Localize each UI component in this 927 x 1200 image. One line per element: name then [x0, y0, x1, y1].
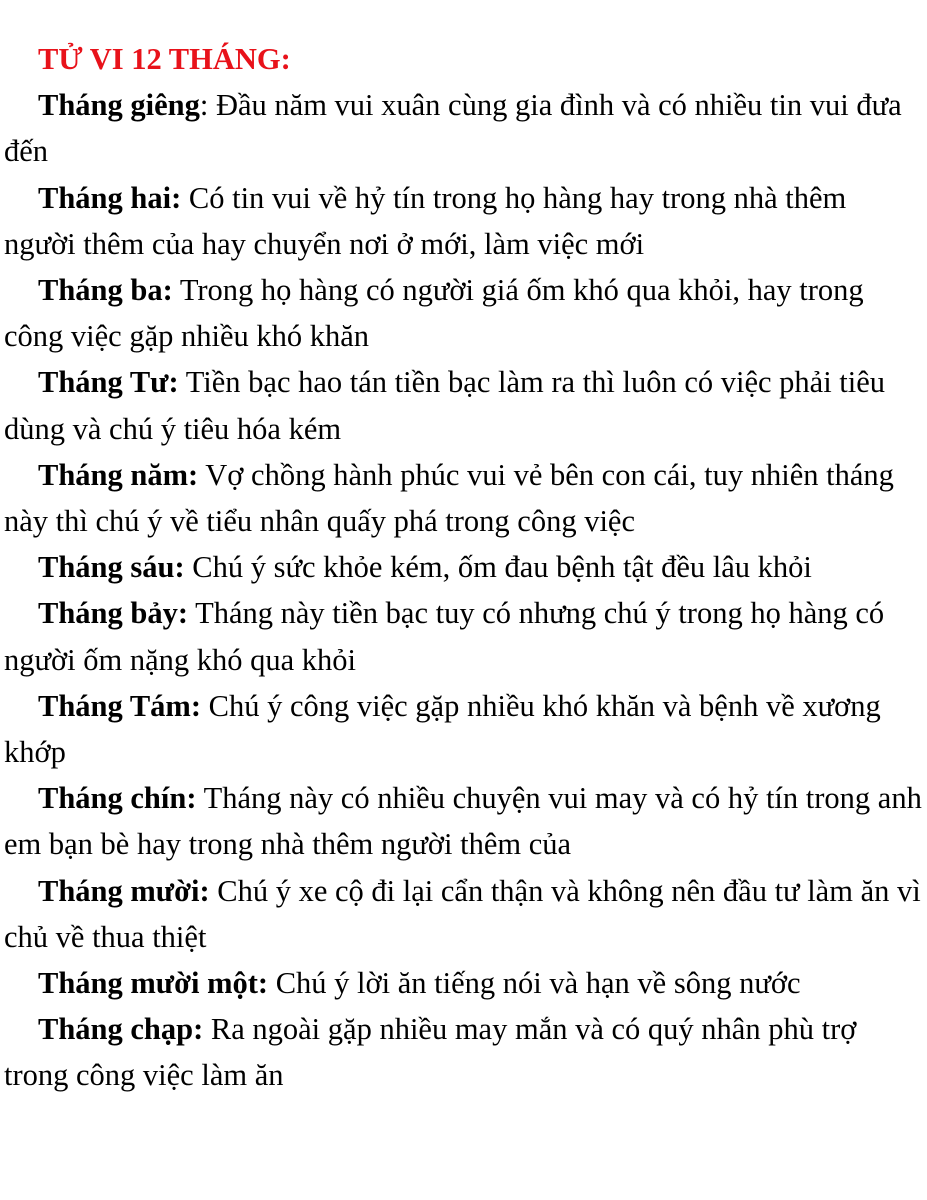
month-entry-10: [4, 868, 922, 960]
month-entry-2: [4, 175, 922, 267]
month-entry-1: [4, 82, 922, 174]
month-label: Tháng mười một:: [38, 966, 269, 1001]
month-entry-4: [4, 359, 922, 451]
month-entry-7: [4, 590, 922, 682]
month-entry-9: [4, 775, 922, 867]
month-label: Tháng Tám:: [38, 688, 201, 723]
month-label: Tháng chín:: [38, 781, 197, 816]
month-text: Chú ý sức khỏe kém, ốm đau bệnh tật đều lâu khỏi: [184, 550, 812, 585]
month-text: Có tin vui về hỷ tín trong họ hàng hay trong nhà thêm người thêm của hay chuyển nơi ở mới, làm việc mới: [4, 180, 847, 261]
month-label: Tháng giêng: [38, 88, 200, 123]
month-text: Chú ý xe cộ đi lại cẩn thận và không nên đầu tư làm ăn vì chủ về thua thiệt: [4, 873, 921, 954]
month-text: Tháng này tiền bạc tuy có nhưng chú ý trong họ hàng có người ốm nặng khó qua khỏi: [4, 596, 885, 677]
month-label: Tháng mười:: [38, 873, 210, 908]
month-entry-5: [4, 452, 922, 544]
month-text: Vợ chồng hành phúc vui vẻ bên con cái, tuy nhiên tháng này thì chú ý về tiểu nhân quấy phá trong công việc: [4, 457, 894, 539]
document-title: TỬ VI 12 THÁNG:: [38, 42, 291, 76]
month-entry-11: [4, 960, 922, 1006]
month-entry-3: [4, 267, 922, 359]
month-label: Tháng hai:: [38, 180, 182, 215]
month-text: Ra ngoài gặp nhiều may mắn và có quý nhân phù trợ trong công việc làm ăn: [4, 1012, 857, 1093]
month-text: Chú ý công việc gặp nhiều khó khăn và bệnh về xương khớp: [4, 688, 881, 770]
month-text: Trong họ hàng có người giá ốm khó qua khỏi, hay trong công việc gặp nhiều khó khăn: [4, 273, 864, 354]
month-label: Tháng bảy:: [38, 596, 189, 631]
month-entry-8: [4, 683, 922, 775]
month-label: Tháng chạp:: [38, 1012, 204, 1047]
month-text: : Đầu năm vui xuân cùng gia đình và có nhiều tin vui đưa đến: [4, 88, 902, 169]
month-entry-12: [4, 1006, 922, 1098]
month-label: Tháng Tư:: [38, 365, 179, 400]
month-label: Tháng sáu:: [38, 550, 185, 585]
month-text: Tiền bạc hao tán tiền bạc làm ra thì luôn có việc phải tiêu dùng và chú ý tiêu hóa kém: [4, 365, 886, 446]
month-label: Tháng năm:: [38, 457, 199, 492]
month-entry-6: [4, 544, 922, 590]
month-label: Tháng ba:: [38, 273, 173, 308]
month-text: Tháng này có nhiều chuyện vui may và có hỷ tín trong anh em bạn bè hay trong nhà thêm người thêm của: [4, 781, 922, 862]
document-body: [4, 36, 922, 1099]
month-text: Chú ý lời ăn tiếng nói và hạn về sông nước: [268, 966, 801, 1001]
